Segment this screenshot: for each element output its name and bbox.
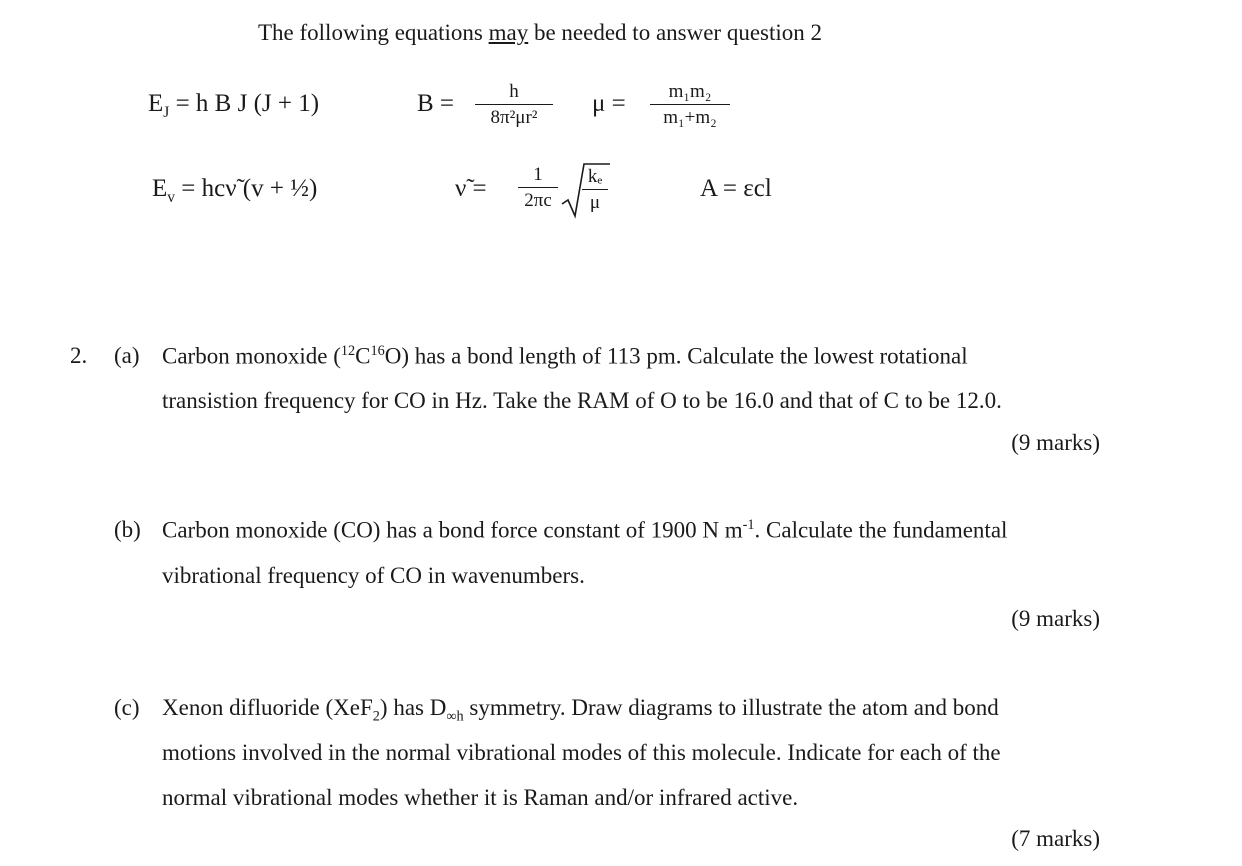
- part-c-line-3: normal vibrational modes whether it is Raman and/or infrared active.: [162, 785, 799, 810]
- fraction-bar: [582, 189, 608, 190]
- part-c-line-1: [162, 695, 999, 726]
- fraction-bar: [650, 104, 730, 105]
- part-c-marks: (7 marks): [1011, 826, 1100, 851]
- part-b-line-2: vibrational frequency of CO in wavenumbers.: [162, 563, 585, 588]
- vib-energy-subscript: v: [167, 189, 176, 206]
- intro-line: [258, 20, 822, 46]
- part-c-text-start: Xenon difluoride (XeF: [162, 695, 373, 720]
- reduced-mass-denominator: m₁+m₂: [663, 107, 717, 128]
- intro-text-end: be needed to answer question 2: [528, 20, 823, 45]
- carbon-isotope-number: 12: [340, 343, 356, 359]
- wavenumber-numerator: 1: [533, 164, 543, 185]
- fluorine-count-subscript: 2: [372, 708, 380, 725]
- rotational-constant-lhs: B =: [417, 90, 455, 117]
- part-b-line-1: [162, 517, 1007, 544]
- unit-exponent: -1: [742, 517, 755, 533]
- vib-energy-rhs: = hcν̃ (v + ½): [181, 175, 318, 202]
- vibrational-energy-equation: [152, 175, 317, 207]
- reduced-mass-numerator: m₁m₂: [668, 81, 712, 102]
- rotational-energy-equation: [148, 90, 319, 122]
- reduced-mass-symbol: μ: [589, 192, 601, 213]
- part-b-marks: (9 marks): [1011, 606, 1100, 631]
- rotational-constant-fraction: [475, 82, 553, 127]
- vib-energy-symbol: E: [152, 175, 168, 202]
- point-group-subscript: ∞h: [446, 708, 464, 725]
- part-c-label: (c): [114, 695, 140, 720]
- reduced-mass-fraction: [650, 82, 730, 127]
- rot-energy-rhs: = h B J (J + 1): [175, 90, 320, 117]
- part-a-text-end: O) has a bond length of 113 pm. Calculate the lowest rotational: [384, 343, 968, 369]
- force-constant-symbol: kₑ: [587, 166, 603, 187]
- rotational-constant-denominator: 8π²μr²: [490, 107, 538, 128]
- reduced-mass-lhs: μ =: [592, 90, 626, 117]
- part-c-text-end: symmetry. Draw diagrams to illustrate the atom and bond: [463, 695, 999, 720]
- carbon-symbol: C: [355, 343, 371, 369]
- fraction-bar: [518, 187, 558, 188]
- beer-lambert-equation: A = εcl: [700, 175, 772, 202]
- part-c-text-middle: ) has D: [379, 695, 447, 720]
- sqrt-fraction: [582, 167, 608, 212]
- wavenumber-denominator: 2πc: [524, 190, 552, 211]
- oxygen-isotope-number: 16: [370, 343, 385, 359]
- rot-energy-subscript: J: [163, 104, 170, 121]
- intro-text-start: The following equations: [258, 20, 489, 45]
- part-b-label: (b): [114, 517, 141, 542]
- part-b-text-start: Carbon monoxide (CO) has a bond force constant of 1900 N m: [162, 517, 743, 543]
- part-a-marks: (9 marks): [1011, 430, 1100, 455]
- part-c-line-2: motions involved in the normal vibrational modes of this molecule. Indicate for each of the: [162, 740, 1001, 765]
- rot-energy-symbol: E: [148, 90, 164, 117]
- question-number: 2.: [70, 343, 88, 368]
- wavenumber-fraction: [518, 165, 558, 210]
- part-a-line-1: [162, 343, 968, 370]
- intro-underlined-word: may: [488, 20, 529, 45]
- rotational-constant-numerator: h: [509, 81, 519, 102]
- part-b-text-end: . Calculate the fundamental: [754, 517, 1008, 543]
- wavenumber-lhs: ν̃ =: [455, 175, 487, 202]
- part-a-label: (a): [114, 343, 140, 368]
- part-a-line-2: transistion frequency for CO in Hz. Take the RAM of O to be 16.0 and that of C to be 12.0.: [162, 388, 1002, 413]
- fraction-bar: [475, 104, 553, 105]
- part-a-text-start: Carbon monoxide (: [162, 343, 341, 369]
